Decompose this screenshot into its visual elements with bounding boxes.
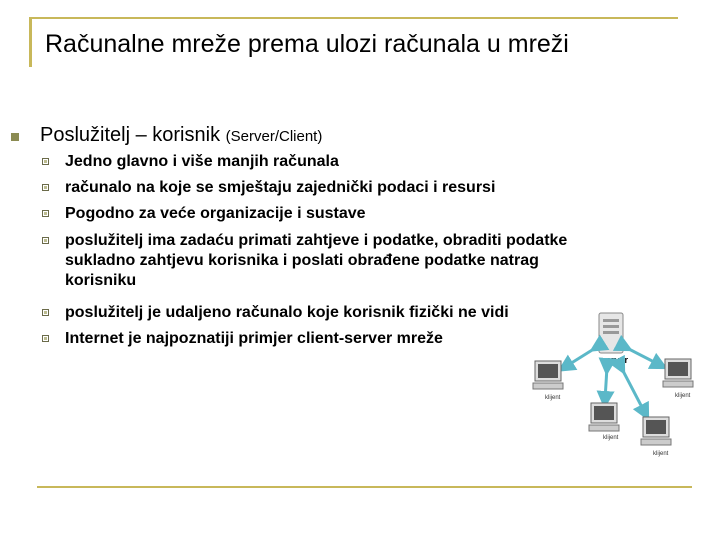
main-bullet: [40, 124, 322, 147]
sub-bullet-marker: [42, 184, 49, 191]
client-server-diagram: [525, 305, 700, 465]
title-rule-top: [32, 17, 678, 19]
sub-bullet-item: Internet je najpoznatiji primjer client-server mreže: [65, 330, 443, 347]
sub-bullet-item: Pogodno za veće organizacije i sustave: [65, 205, 366, 222]
sub-bullet-marker: [42, 335, 49, 342]
sub-bullet-item: Jedno glavno i više manjih računala: [65, 153, 339, 170]
sub-bullet-marker: [42, 210, 49, 217]
client-computer-icon: [533, 361, 563, 389]
server-label: server: [601, 355, 629, 365]
client-label: klijent: [603, 435, 619, 441]
sub-bullet-marker: [42, 309, 49, 316]
client-label: klijent: [545, 395, 561, 401]
client-label: klijent: [653, 451, 669, 457]
sub-bullet-item: poslužitelj je udaljeno računalo koje korisnik fizički ne vidi: [65, 304, 509, 321]
client-computer-icon: [641, 417, 671, 445]
main-bullet-text: Poslužitelj – korisnik: [40, 124, 221, 146]
sub-bullet-item: računalo na koje se smještaju zajednički podaci i resursi: [65, 179, 496, 196]
main-bullet-marker: [11, 133, 19, 141]
sub-bullet-item: poslužitelj ima zadaću primati zahtjeve i podatke, obraditi podatke sukladno zahtjevu korisnika i poslati obrađene podatke natrag korisniku: [65, 232, 568, 289]
bottom-rule: [37, 486, 692, 488]
main-bullet-suffix: (Server/Client): [225, 128, 323, 145]
client-computer-icon: [589, 403, 619, 431]
sub-bullet-marker: [42, 158, 49, 165]
sub-bullet-marker: [42, 237, 49, 244]
client-label: klijent: [675, 393, 691, 399]
title-rule-left: [29, 17, 32, 67]
slide-title: Računalne mreže prema ulozi računala u mreži: [45, 30, 569, 58]
client-computer-icon: [663, 359, 693, 387]
server-computer-icon: [599, 313, 623, 353]
